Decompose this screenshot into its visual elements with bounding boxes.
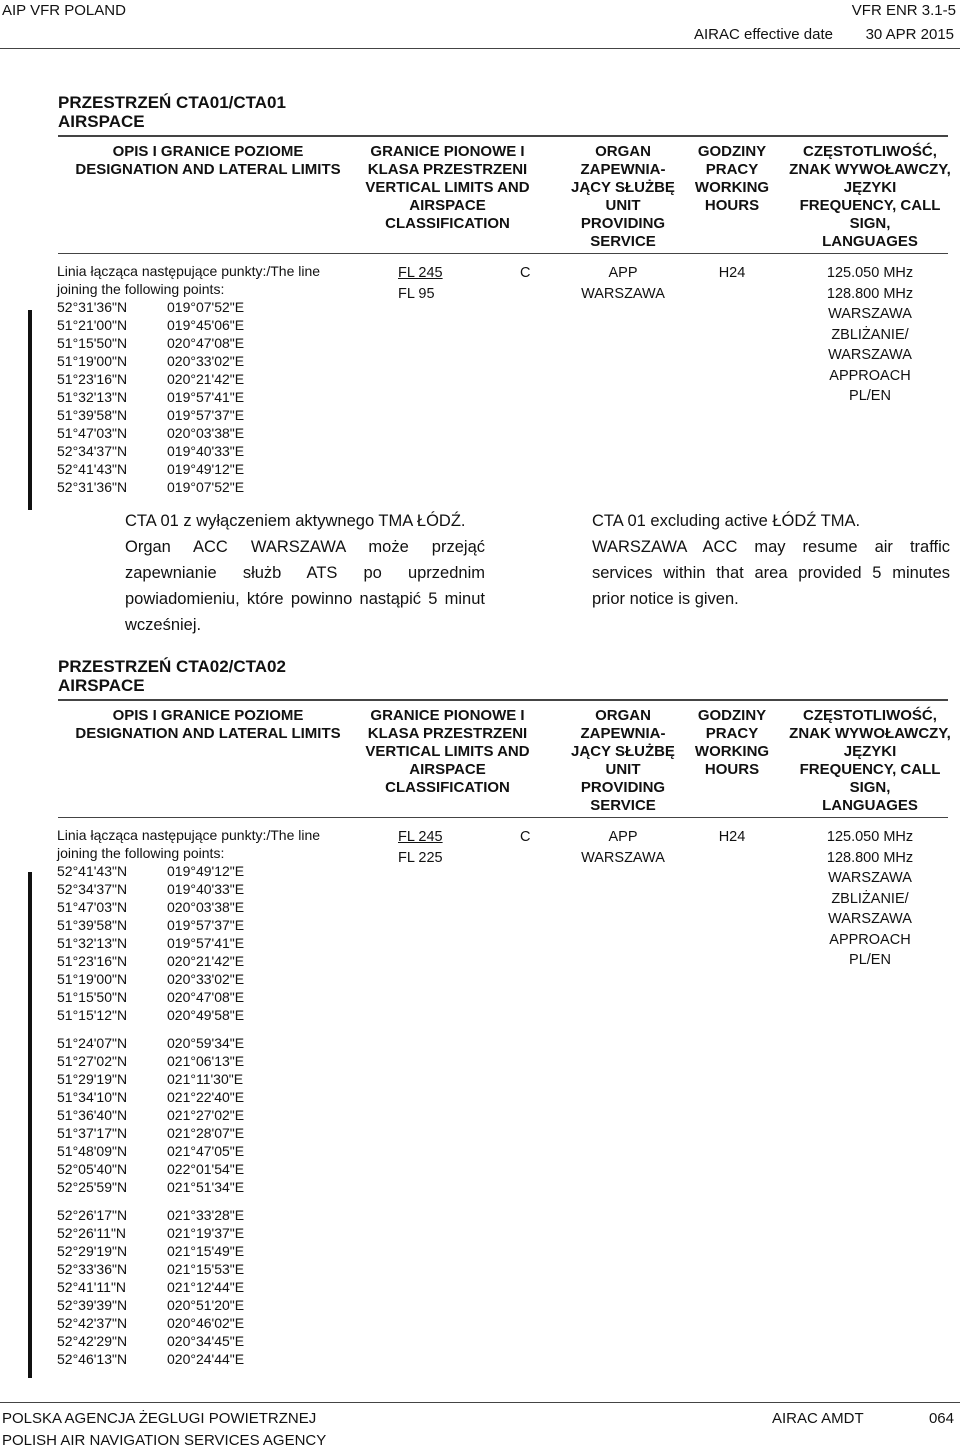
cta02-class: C: [520, 829, 531, 845]
longitude: 020°03'38"E: [167, 899, 245, 915]
latitude: 52°25'59"N: [57, 1179, 128, 1195]
cta02-coordinate-list-c: [57, 1206, 244, 1368]
latitude: 51°34'10"N: [57, 1089, 128, 1105]
latitude: 51°39'58"N: [57, 917, 128, 933]
longitude: 020°03'38"E: [167, 425, 245, 441]
cta01-note-en: CTA 01 excluding active ŁÓDŹ TMA. WARSZAWA ACC may resume air traffic services within that area provided 5 minutes prior notice is given.: [592, 512, 950, 608]
cta01-hours: H24: [718, 265, 746, 281]
longitude: 021°51'34"E: [167, 1179, 245, 1195]
coordinate-row: [57, 1006, 244, 1024]
longitude: 020°59'34"E: [167, 1035, 245, 1051]
cta02-vertical-limits: [398, 827, 443, 868]
coordinate-row: [57, 316, 244, 334]
cta02-unit: APP WARSZAWA: [581, 829, 665, 866]
coordinate-row: [57, 1178, 244, 1196]
latitude: 51°32'13"N: [57, 935, 128, 951]
cta02-change-bar: [28, 872, 32, 1378]
coordinate-row: [57, 388, 244, 406]
longitude: 021°06'13"E: [167, 1053, 245, 1069]
longitude: 021°27'02"E: [167, 1107, 245, 1123]
coordinate-row: [57, 1332, 244, 1350]
coordinate-row: [57, 442, 244, 460]
latitude: 51°47'03"N: [57, 899, 128, 915]
longitude: 021°15'49"E: [167, 1243, 245, 1259]
latitude: 51°15'50"N: [57, 989, 128, 1005]
longitude: 021°11'30"E: [167, 1071, 244, 1087]
coordinate-row: [57, 952, 244, 970]
cta01-lower-limit: FL 95: [398, 285, 435, 302]
cta02-header-vertical-limits: GRANICE PIONOWE I KLASA PRZESTRZENI VERTICAL LIMITS AND AIRSPACE CLASSIFICATION: [365, 707, 530, 796]
coordinate-row: [57, 424, 244, 442]
cta02-header-hours: GODZINY PRACY WORKING HOURS: [694, 707, 770, 778]
cta01-coordinate-list: [57, 298, 244, 496]
cta02-upper-limit: FL 245: [398, 829, 443, 845]
cta02-lower-limit: FL 225: [398, 849, 443, 866]
cta01-description: Linia łącząca następujące punkty:/The line joining the following points:: [57, 263, 321, 297]
coordinate-row: [57, 334, 244, 352]
cta01-vertical-limits: [398, 263, 443, 304]
header-page-ref: VFR ENR 3.1-5: [851, 2, 956, 19]
cta01-table-top-rule: [58, 135, 948, 137]
longitude: 019°07'52"E: [167, 479, 245, 495]
coordinate-row: [57, 298, 244, 316]
cta02-title: PRZESTRZEŃ CTA02/CTA02 AIRSPACE: [58, 657, 286, 695]
cta02-header-unit: ORGAN ZAPEWNIA- JĄCY SŁUŻBĘ UNIT PROVIDING SERVICE: [571, 707, 675, 814]
latitude: 51°37'17"N: [57, 1125, 128, 1141]
longitude: 019°45'06"E: [167, 317, 245, 333]
latitude: 52°46'13"N: [57, 1351, 128, 1367]
latitude: 52°26'11"N: [57, 1225, 127, 1241]
coordinate-row: [57, 352, 244, 370]
coordinate-row: [57, 1034, 244, 1052]
latitude: 51°21'00"N: [57, 317, 128, 333]
coordinate-row: [57, 862, 244, 880]
coordinate-row: [57, 1224, 244, 1242]
latitude: 52°41'43"N: [57, 863, 128, 879]
latitude: 52°29'19"N: [57, 1243, 128, 1259]
longitude: 020°46'02"E: [167, 1315, 245, 1331]
coordinate-row: [57, 988, 244, 1006]
latitude: 51°23'16"N: [57, 953, 128, 969]
latitude: 52°42'37"N: [57, 1315, 128, 1331]
coordinate-row: [57, 1350, 244, 1368]
longitude: 020°24'44"E: [167, 1351, 245, 1367]
header-left: AIP VFR POLAND: [2, 2, 126, 19]
cta01-header-unit: ORGAN ZAPEWNIA- JĄCY SŁUŻBĘ UNIT PROVIDING SERVICE: [571, 143, 675, 250]
coordinate-row: [57, 1206, 244, 1224]
coordinate-row: [57, 880, 244, 898]
coordinate-row: [57, 1088, 244, 1106]
cta02-description: Linia łącząca następujące punkty:/The line joining the following points:: [57, 827, 321, 861]
coordinate-row: [57, 1052, 244, 1070]
cta02-hours: H24: [718, 829, 746, 845]
coordinate-row: [57, 1106, 244, 1124]
longitude: 021°33'28"E: [167, 1207, 245, 1223]
coordinate-row: [57, 478, 244, 496]
cta01-header-designation: OPIS I GRANICE POZIOME DESIGNATION AND LATERAL LIMITS: [75, 143, 341, 178]
coordinate-row: [57, 460, 244, 478]
cta01-frequency: 125.050 MHz 128.800 MHz WARSZAWA ZBLIŻANIE/ WARSZAWA APPROACH PL/EN: [826, 265, 914, 404]
cta01-note-pl: CTA 01 z wyłączeniem aktywnego TMA ŁÓDŹ. Organ ACC WARSZAWA może przejąć zapewnianie służb ATS po uprzednim powiadomieniu, które powinno nastąpić 5 minut wcześniej.: [125, 512, 485, 634]
longitude: 021°12'44"E: [167, 1279, 245, 1295]
cta02-coordinate-list-a: [57, 862, 244, 1024]
latitude: 52°34'37"N: [57, 881, 128, 897]
footer-amdt-number: 064: [928, 1410, 954, 1427]
longitude: 019°57'41"E: [167, 935, 245, 951]
longitude: 019°57'37"E: [167, 407, 245, 423]
coordinate-row: [57, 1260, 244, 1278]
latitude: 52°26'17"N: [57, 1207, 128, 1223]
longitude: 019°07'52"E: [167, 299, 245, 315]
latitude: 51°24'07"N: [57, 1035, 128, 1051]
cta01-header-vertical-limits: GRANICE PIONOWE I KLASA PRZESTRZENI VERTICAL LIMITS AND AIRSPACE CLASSIFICATION: [365, 143, 530, 232]
latitude: 52°31'36"N: [57, 299, 128, 315]
longitude: 021°22'40"E: [167, 1089, 245, 1105]
longitude: 021°19'37"E: [167, 1225, 245, 1241]
cta01-unit: APP WARSZAWA: [581, 265, 665, 302]
coordinate-row: [57, 970, 244, 988]
latitude: 52°41'11"N: [57, 1279, 127, 1295]
cta02-coordinate-list-b: [57, 1034, 244, 1196]
cta02-frequency: 125.050 MHz 128.800 MHz WARSZAWA ZBLIŻANIE/ WARSZAWA APPROACH PL/EN: [826, 829, 914, 968]
coordinate-row: [57, 1070, 244, 1088]
latitude: 51°39'58"N: [57, 407, 128, 423]
longitude: 019°57'37"E: [167, 917, 245, 933]
latitude: 52°33'36"N: [57, 1261, 128, 1277]
coordinate-row: [57, 898, 244, 916]
longitude: 019°49'12"E: [167, 461, 245, 477]
latitude: 52°05'40"N: [57, 1161, 128, 1177]
longitude: 021°47'05"E: [167, 1143, 245, 1159]
longitude: 020°47'08"E: [167, 335, 245, 351]
latitude: 51°47'03"N: [57, 425, 128, 441]
longitude: 020°49'58"E: [167, 1007, 245, 1023]
longitude: 020°33'02"E: [167, 971, 245, 987]
longitude: 021°15'53"E: [167, 1261, 245, 1277]
latitude: 52°34'37"N: [57, 443, 128, 459]
footer-rule: [0, 1402, 960, 1403]
latitude: 51°15'50"N: [57, 335, 128, 351]
latitude: 52°39'39"N: [57, 1297, 128, 1313]
latitude: 52°31'36"N: [57, 479, 128, 495]
header-rule: [0, 48, 960, 49]
longitude: 022°01'54"E: [167, 1161, 245, 1177]
coordinate-row: [57, 934, 244, 952]
longitude: 019°49'12"E: [167, 863, 245, 879]
latitude: 51°29'19"N: [57, 1071, 128, 1087]
longitude: 020°47'08"E: [167, 989, 245, 1005]
latitude: 51°23'16"N: [57, 371, 128, 387]
cta01-header-frequency: CZĘSTOTLIWOŚĆ, ZNAK WYWOŁAWCZY, JĘZYKI FREQUENCY, CALL SIGN, LANGUAGES: [789, 143, 951, 250]
coordinate-row: [57, 916, 244, 934]
longitude: 019°40'33"E: [167, 443, 245, 459]
latitude: 51°27'02"N: [57, 1053, 128, 1069]
longitude: 021°28'07"E: [167, 1125, 245, 1141]
airac-label: AIRAC effective date: [694, 26, 833, 43]
latitude: 51°32'13"N: [57, 389, 128, 405]
footer-amdt-label: AIRAC AMDT: [772, 1410, 864, 1427]
latitude: 51°36'40"N: [57, 1107, 128, 1123]
cta01-upper-limit: FL 245: [398, 265, 443, 281]
cta02-header-designation: OPIS I GRANICE POZIOME DESIGNATION AND LATERAL LIMITS: [75, 707, 341, 742]
longitude: 020°33'02"E: [167, 353, 245, 369]
longitude: 020°21'42"E: [167, 371, 245, 387]
latitude: 51°19'00"N: [57, 353, 128, 369]
latitude: 52°42'29"N: [57, 1333, 128, 1349]
coordinate-row: [57, 1142, 244, 1160]
airac-date: 30 APR 2015: [865, 26, 954, 43]
cta01-change-bar: [28, 310, 32, 510]
coordinate-row: [57, 406, 244, 424]
coordinate-row: [57, 1296, 244, 1314]
coordinate-row: [57, 1124, 244, 1142]
cta01-title: PRZESTRZEŃ CTA01/CTA01 AIRSPACE: [58, 93, 286, 131]
cta02-header-frequency: CZĘSTOTLIWOŚĆ, ZNAK WYWOŁAWCZY, JĘZYKI FREQUENCY, CALL SIGN, LANGUAGES: [789, 707, 951, 814]
coordinate-row: [57, 370, 244, 388]
cta01-class: C: [520, 265, 531, 281]
latitude: 51°15'12"N: [57, 1007, 128, 1023]
cta01-header-rule: [58, 253, 948, 254]
longitude: 020°51'20"E: [167, 1297, 245, 1313]
longitude: 020°34'45"E: [167, 1333, 245, 1349]
latitude: 51°19'00"N: [57, 971, 128, 987]
latitude: 51°48'09"N: [57, 1143, 128, 1159]
coordinate-row: [57, 1160, 244, 1178]
longitude: 019°40'33"E: [167, 881, 245, 897]
cta01-header-hours: GODZINY PRACY WORKING HOURS: [694, 143, 770, 214]
longitude: 020°21'42"E: [167, 953, 245, 969]
coordinate-row: [57, 1242, 244, 1260]
footer-agency: POLSKA AGENCJA ŻEGLUGI POWIETRZNEJ POLISH AIR NAVIGATION SERVICES AGENCY: [2, 1410, 327, 1449]
cta02-header-rule: [58, 817, 948, 818]
coordinate-row: [57, 1314, 244, 1332]
latitude: 52°41'43"N: [57, 461, 128, 477]
coordinate-row: [57, 1278, 244, 1296]
longitude: 019°57'41"E: [167, 389, 245, 405]
cta02-table-top-rule: [58, 699, 948, 701]
